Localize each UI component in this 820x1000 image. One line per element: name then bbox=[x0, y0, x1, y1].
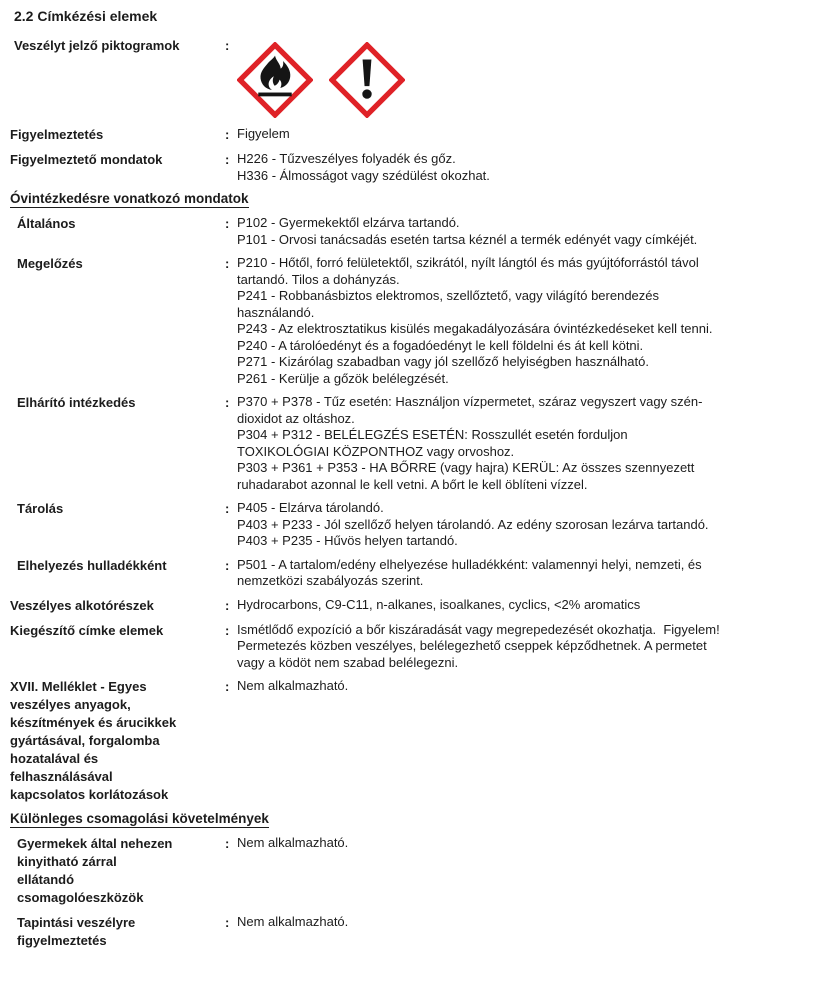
field-value bbox=[237, 914, 809, 950]
field-label: Általános bbox=[17, 216, 76, 231]
value-line: P405 - Elzárva tárolandó. bbox=[237, 500, 384, 515]
value-line: P403 + P233 - Jól szellőző helyen tárolandó. Az edény szorosan lezárva tartandó. bbox=[237, 516, 709, 532]
value-line: P102 - Gyermekektől elzárva tartandó. bbox=[237, 215, 460, 230]
value-line: H336 - Álmosságot vagy szédülést okozhat. bbox=[237, 167, 490, 183]
value-line: P261 - Kerülje a gőzök belélegzését. bbox=[237, 370, 449, 386]
value-line: Ismétlődő expozíció a bőr kiszáradását vagy megrepedezését okozhatja. Figyelem! bbox=[237, 621, 720, 637]
value-line: Nem alkalmazható. bbox=[237, 835, 349, 850]
section-heading: Különleges csomagolási követelmények bbox=[10, 811, 269, 826]
field-value bbox=[237, 126, 809, 144]
exclamation-mark-pictogram-icon bbox=[329, 42, 405, 118]
field-label: Veszélyt jelző piktogramok bbox=[14, 38, 180, 53]
colon-separator: : bbox=[225, 216, 230, 231]
section-title: 2.2 Címkézési elemek bbox=[14, 8, 158, 24]
value-line: vagy a ködöt nem szabad belélegezni. bbox=[237, 654, 459, 670]
value-line: Nem alkalmazható. bbox=[237, 678, 349, 693]
value-line: P501 - A tartalom/edény elhelyezése hulladékként: valamennyi helyi, nemzeti, és bbox=[237, 556, 702, 572]
colon-separator: : bbox=[225, 679, 230, 694]
hazard-pictograms-row bbox=[10, 37, 806, 118]
value-line: tartandó. Tilos a dohányzás. bbox=[237, 271, 400, 287]
value-line: P243 - Az elektrosztatikus kisülés megakadályozására óvintézkedéseket kell tenni. bbox=[237, 321, 713, 336]
field-value bbox=[237, 151, 809, 184]
field-label: XVII. Melléklet - Egyes veszélyes anyagok, készítmények és árucikkek gyártásával, forgalomba hozatalával és felhasználásával kapcsolatos korlátozások bbox=[10, 679, 177, 802]
value-line: Hydrocarbons, C9-C11, n-alkanes, isoalkanes, cyclics, <2% aromatics bbox=[237, 596, 641, 612]
colon-separator: : bbox=[225, 622, 230, 638]
field-label: Tárolás bbox=[17, 501, 64, 516]
field-label: Figyelmeztetés bbox=[10, 127, 104, 142]
field-row bbox=[10, 151, 806, 184]
field-label: Kiegészítő címke elemek bbox=[10, 622, 164, 638]
field-row bbox=[10, 835, 806, 907]
pictograms-group bbox=[237, 37, 809, 118]
value-line: H226 - Tűzveszélyes folyadék és gőz. bbox=[237, 151, 456, 166]
field-row bbox=[10, 255, 806, 387]
field-row bbox=[10, 914, 806, 950]
value-line: P241 - Robbanásbiztos elektromos, szellőztető, vagy világító berendezés bbox=[237, 288, 660, 303]
value-line: P101 - Orvosi tanácsadás esetén tartsa kéznél a termék edényét vagy címkéjét. bbox=[237, 231, 698, 247]
colon-separator: : bbox=[225, 127, 230, 142]
value-line: P240 - A tárolóedényt és a fogadóedényt le kell földelni és át kell kötni. bbox=[237, 337, 644, 353]
value-line: Permetezés közben veszélyes, belélegezhető cseppek képződhetnek. A permetet bbox=[237, 638, 707, 653]
field-label: Tapintási veszélyre figyelmeztetés bbox=[17, 915, 136, 948]
colon-separator: : bbox=[225, 38, 230, 53]
field-value bbox=[237, 678, 809, 804]
colon-separator: : bbox=[225, 501, 230, 516]
field-row bbox=[10, 215, 806, 248]
field-label: Veszélyes alkotórészek bbox=[10, 597, 154, 613]
value-line: P271 - Kizárólag szabadban vagy jól szellőző helyiségben használható. bbox=[237, 354, 649, 369]
field-label: Elhelyezés hulladékként bbox=[17, 557, 167, 573]
value-line: dioxidot az oltáshoz. bbox=[237, 410, 355, 426]
section-heading: Óvintézkedésre vonatkozó mondatok bbox=[10, 191, 249, 206]
field-value bbox=[237, 255, 809, 387]
value-line: nemzetközi szabályozás szerint. bbox=[237, 573, 424, 588]
field-value bbox=[237, 622, 809, 672]
field-value bbox=[237, 215, 809, 248]
field-row bbox=[10, 394, 806, 493]
colon-separator: : bbox=[225, 152, 230, 167]
colon-separator: : bbox=[225, 915, 230, 930]
field-value bbox=[237, 394, 809, 493]
field-label: Gyermekek által nehezen kinyitható zárral ellátandó csomagolóeszközök bbox=[17, 836, 173, 905]
field-value bbox=[237, 557, 809, 590]
field-row bbox=[10, 500, 806, 550]
field-label: Elhárító intézkedés bbox=[17, 395, 136, 410]
colon-separator: : bbox=[225, 836, 230, 851]
fields bbox=[10, 126, 806, 950]
value-line: ruhadarabot azonnal le kell vetni. A bőrt le kell öblíteni vízzel. bbox=[237, 476, 588, 492]
field-label: Figyelmeztető mondatok bbox=[10, 152, 163, 167]
value-line: Figyelem bbox=[237, 126, 290, 141]
colon-separator: : bbox=[225, 557, 230, 573]
field-row bbox=[10, 622, 806, 672]
flame-base-bar bbox=[258, 93, 291, 97]
value-line: TOXIKOLÓGIAI KÖZPONTHOZ vagy orvoshoz. bbox=[237, 443, 515, 459]
exclamation-dot bbox=[362, 89, 371, 98]
field-label: Megelőzés bbox=[17, 256, 83, 271]
value-line: használandó. bbox=[237, 304, 315, 320]
value-line: Nem alkalmazható. bbox=[237, 914, 349, 929]
colon-separator: : bbox=[225, 395, 230, 410]
colon-separator: : bbox=[225, 256, 230, 271]
value-line: P403 + P235 - Hűvös helyen tartandó. bbox=[237, 533, 458, 548]
flame-pictogram-icon bbox=[237, 42, 313, 118]
field-row bbox=[10, 557, 806, 590]
value-line: P370 + P378 - Tűz esetén: Használjon vízpermetet, száraz vegyszert vagy szén- bbox=[237, 394, 703, 409]
field-row bbox=[10, 678, 806, 804]
field-value bbox=[237, 835, 809, 907]
value-line: P210 - Hőtől, forró felületektől, szikrától, nyílt lángtól és más gyújtóforrástól távol bbox=[237, 255, 699, 270]
value-line: P303 + P361 + P353 - HA BŐRRE (vagy hajra) KERÜL: Az összes szennyezett bbox=[237, 460, 695, 475]
field-value bbox=[237, 500, 809, 550]
value-line: P304 + P312 - BELÉLEGZÉS ESETÉN: Rosszullét esetén forduljon bbox=[237, 427, 628, 442]
field-value bbox=[237, 597, 809, 615]
field-row bbox=[10, 597, 806, 615]
colon-separator: : bbox=[225, 597, 230, 613]
field-row bbox=[10, 126, 806, 144]
